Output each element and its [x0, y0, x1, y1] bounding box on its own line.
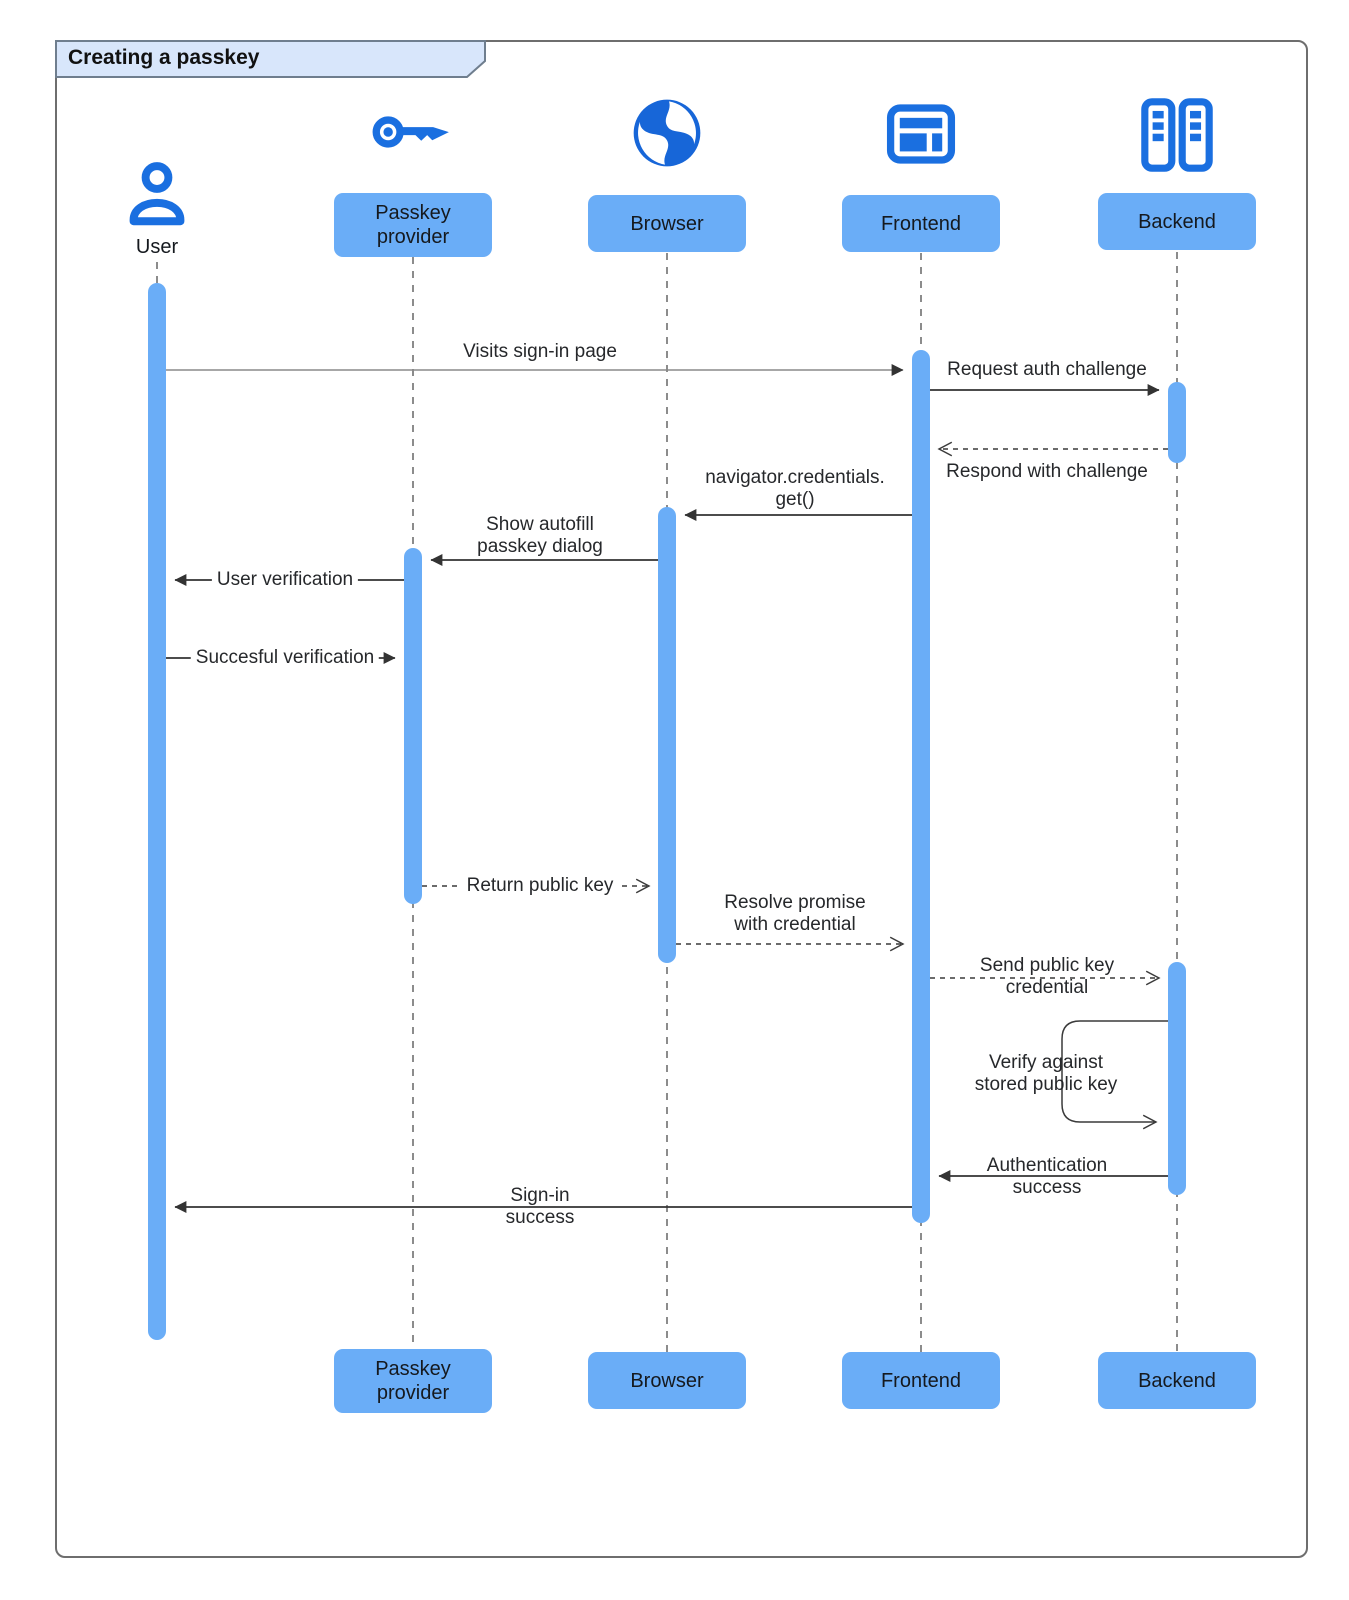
participant-box-frontend: Frontend [842, 195, 1000, 252]
window-icon [883, 96, 959, 172]
server-icon [1138, 96, 1216, 174]
participant-box-backend: Backend [1098, 193, 1256, 250]
message-label: Request auth challenge [947, 359, 1147, 380]
message-label: Verify against stored public key [974, 1052, 1118, 1095]
message-label: Succesful verification [191, 647, 379, 669]
participant-box-passkey-provider: Passkey provider [334, 193, 492, 257]
person-icon [119, 156, 195, 232]
participant-box-passkey-provider-bottom: Passkey provider [334, 1349, 492, 1413]
participant-box-backend-bottom: Backend [1098, 1352, 1256, 1409]
diagram-title: Creating a passkey [68, 46, 260, 69]
participant-box-browser: Browser [588, 195, 746, 252]
participant-box-browser-bottom: Browser [588, 1352, 746, 1409]
message-label: User verification [212, 569, 358, 591]
activation-passkey-provider [404, 548, 422, 904]
message-label: Return public key [462, 875, 619, 897]
message-label: Authentication success [986, 1155, 1108, 1198]
activation-user [148, 283, 166, 1340]
message-label: Visits sign-in page [463, 341, 617, 362]
message-label: Respond with challenge [946, 461, 1148, 482]
activation-backend-2 [1168, 962, 1186, 1195]
message-label: navigator.credentials. get() [705, 467, 885, 510]
key-icon [371, 104, 455, 160]
message-label: Resolve promise with credential [724, 892, 866, 935]
activation-frontend [912, 350, 930, 1223]
participant-box-frontend-bottom: Frontend [842, 1352, 1000, 1409]
participant-label-user: User [135, 236, 179, 258]
message-label: Sign-in success [505, 1185, 575, 1228]
globe-icon [627, 93, 707, 173]
message-label: Show autofill passkey dialog [477, 514, 603, 557]
message-label: Send public key credential [979, 955, 1115, 998]
activation-browser [658, 507, 676, 963]
activation-backend-1 [1168, 382, 1186, 463]
